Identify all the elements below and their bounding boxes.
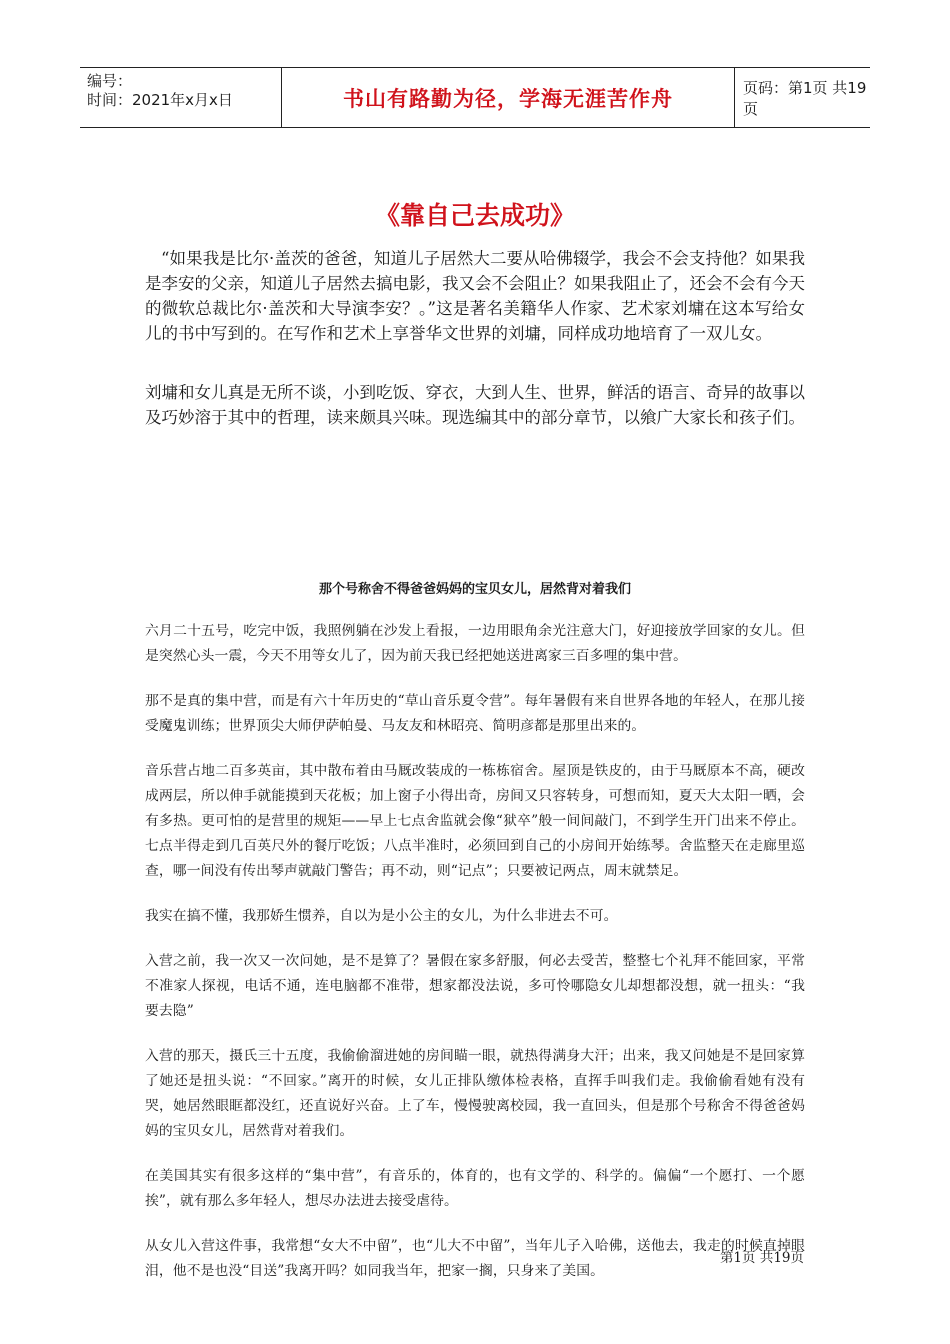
body-paragraph: 音乐营占地二百多英亩，其中散布着由马厩改装成的一栋栋宿舍。屋顶是铁皮的，由于马厩原本不高，硬改成两层，所以伸手就能摸到天花板；加上窗子小得出奇，房间又只容转身，可想而知，夏天大太阳一晒，会有多热。更可怕的是营里的规矩——早上七点舍监就会像“狱卒”般一间间敲门，不到学生开门出来不停止。七点半得走到几百英尺外的餐厅吃饭；八点半准时，必须回到自己的小房间开始练琴。舍监整天在走廊里巡查，哪一间没有传出琴声就敲门警告；再不动，则“记点”；只要被记两点，周末就禁足。	[145, 763, 805, 879]
body-paragraph: 六月二十五号，吃完中饭，我照例躺在沙发上看报，一边用眼角余光注意大门，好迎接放学回家的女儿。但是突然心头一震，今天不用等女儿了，因为前天我已经把她送进离家三百多哩的集中营。	[145, 623, 805, 664]
intro-paragraph: “如果我是比尔·盖茨的爸爸，知道儿子居然大二要从哈佛辍学，我会不会支持他？如果我是李安的父亲，知道儿子居然去搞电影，我又会不会阻止？如果我阻止了，还会不会有今天的微软总裁比尔·盖茨和大导演李安？。”这是著名美籍华人作家、艺术家刘墉在这本写给女儿的书中写到的。在写作和艺术上享誉华文世界的刘墉，同样成功地培育了一双儿女。	[145, 249, 805, 343]
body-paragraph: 在美国其实有很多这样的“集中营”，有音乐的，体育的，也有文学的、科学的。偏偏“一个愿打、一个愿挨”，就有那么多年轻人，想尽办法进去接受虐待。	[145, 1168, 805, 1209]
body-paragraph: 入营的那天，摄氏三十五度，我偷偷溜进她的房间瞄一眼，就热得满身大汗；出来，我又问她是不是回家算了她还是扭头说：“不回家。”离开的时候，女儿正排队缴体检表格，直挥手叫我们走。我偷偷看她有没有哭，她居然眼眶都没红，还直说好兴奋。上了车，慢慢驶离校园，我一直回头，但是那个号称舍不得爸爸妈妈的宝贝女儿，居然背对着我们。	[145, 1048, 805, 1139]
document-number-label: 编号：	[87, 72, 133, 90]
body-paragraph: 入营之前，我一次又一次问她，是不是算了？暑假在家多舒服，何必去受苦，整整七个礼拜不能回家，平常不准家人探视，电话不通，连电脑都不准带，想家都没法说，多可怜哪隐女儿却想都没想，就一扭头：“我要去隐”	[145, 953, 805, 1019]
header-motto: 书山有路勤为径，学海无涯苦作舟	[282, 68, 735, 127]
section-heading: 那个号称舍不得爸爸妈妈的宝贝女儿，居然背对着我们	[318, 582, 631, 597]
header-page-info: 页码：第1页 共19页	[743, 78, 867, 118]
intro-paragraph: 刘墉和女儿真是无所不谈，小到吃饭、穿衣，大到人生、世界，鲜活的语言、奇异的故事以及巧妙溶于其中的哲理，读来颇具兴味。现选编其中的部分章节，以飨广大家长和孩子们。	[145, 383, 805, 427]
document-date-label: 时间：2021年x月x日	[87, 91, 233, 109]
header-meta-cell	[80, 68, 282, 127]
body-paragraph: 从女儿入营这件事，我常想“女大不中留”，也“儿大不中留”，当年儿子入哈佛，送他去，我走的时候直掉眼泪，他不是也没“目送”我离开吗？如同我当年，把家一搁，只身来了美国。	[145, 1238, 805, 1279]
body-text	[145, 619, 805, 1304]
document-header	[80, 67, 870, 128]
page-footer: 第1页 共19页	[719, 1250, 804, 1266]
body-paragraph: 那不是真的集中营，而是有六十年历史的“草山音乐夏令营”。每年暑假有来自世界各地的年轻人，在那儿接受魔鬼训练；世界顶尖大师伊萨帕曼、马友友和林昭亮、简明彦都是那里出来的。	[145, 693, 805, 734]
body-paragraph: 我实在搞不懂，我那娇生惯养，自以为是小公主的女儿，为什么非进去不可。	[145, 908, 618, 924]
document-title: 《靠自己去成功》	[374, 201, 575, 230]
